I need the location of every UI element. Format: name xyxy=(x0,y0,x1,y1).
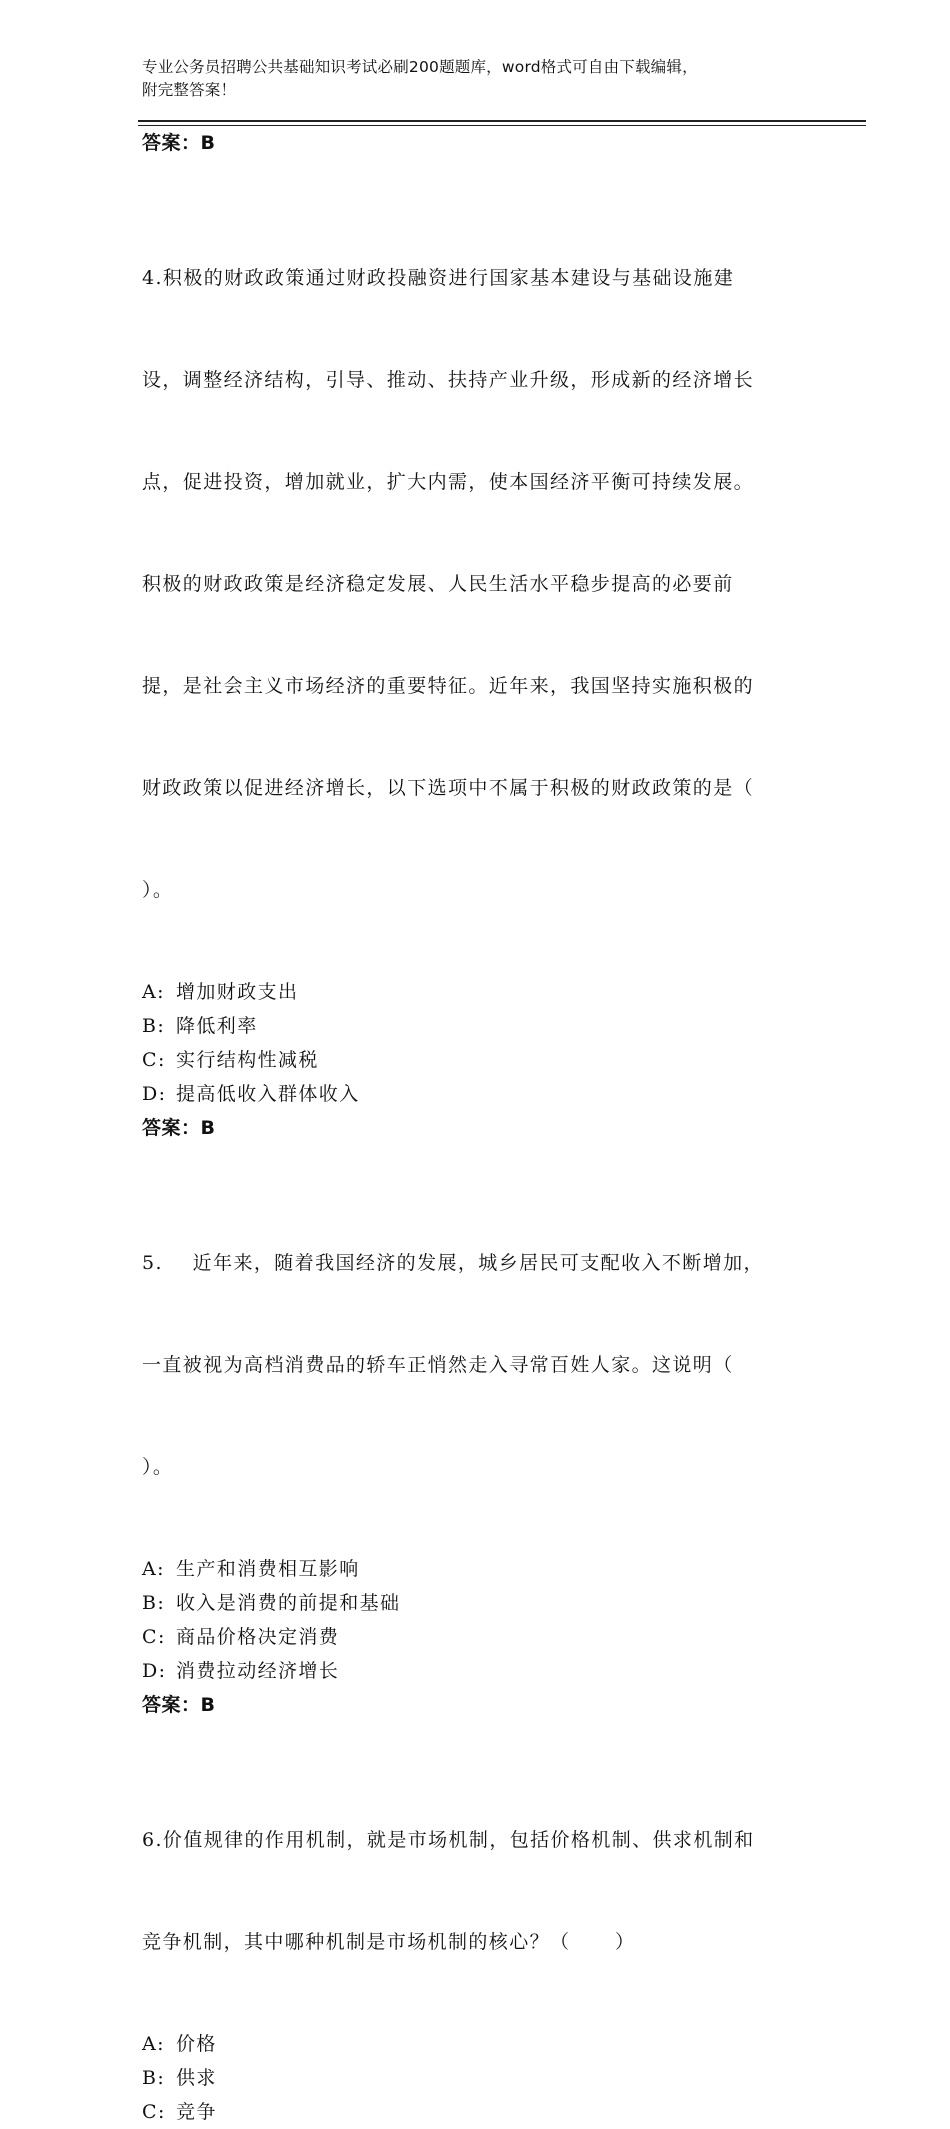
option-text: 提高低收入群体收入 xyxy=(176,1083,360,1105)
option-b xyxy=(142,1586,812,1620)
option-key: C: xyxy=(142,1049,166,1071)
option-c xyxy=(142,1043,812,1077)
header-line-2: 附完整答案！ xyxy=(142,81,237,99)
option-key: A: xyxy=(142,2033,165,2055)
page-header xyxy=(142,56,802,102)
question-6 xyxy=(142,1755,812,2027)
option-text: 商品价格决定消费 xyxy=(176,1626,340,1648)
option-key: C: xyxy=(142,1626,166,1648)
option-a xyxy=(142,975,812,1009)
option-b xyxy=(142,2061,812,2095)
question-text-line: 设，调整经济结构，引导、推动、扶持产业升级，形成新的经济增长 xyxy=(142,369,755,391)
option-key: A: xyxy=(142,1558,165,1580)
option-text: 收入是消费的前提和基础 xyxy=(176,1592,401,1614)
question-text-line: 4.积极的财政政策通过财政投融资进行国家基本建设与基础设施建 xyxy=(142,267,735,289)
question-5 xyxy=(142,1178,812,1552)
option-key: A: xyxy=(142,981,165,1003)
option-key: B: xyxy=(142,1015,166,1037)
option-d xyxy=(142,1654,812,1688)
question-text-line: 积极的财政政策是经济稳定发展、人民生活水平稳步提高的必要前 xyxy=(142,573,734,595)
document-content xyxy=(142,126,812,2129)
question-text-line: 一直被视为高档消费品的轿车正悄然走入寻常百姓人家。这说明（ xyxy=(142,1354,734,1376)
question-text-line: 6.价值规律的作用机制，就是市场机制，包括价格机制、供求机制和 xyxy=(142,1829,755,1851)
option-key: B: xyxy=(142,1592,166,1614)
question-text-line: 竞争机制，其中哪种机制是市场机制的核心？（ ） xyxy=(142,1931,636,1953)
option-c xyxy=(142,1620,812,1654)
option-text: 降低利率 xyxy=(176,1015,258,1037)
question-text-line: 5. 近年来，随着我国经济的发展，城乡居民可支配收入不断增加， xyxy=(142,1252,764,1274)
question-text-line: 财政政策以促进经济增长，以下选项中不属于积极的财政政策的是（ xyxy=(142,777,755,799)
question-text-line: ）。 xyxy=(142,879,174,901)
answer-line: 答案：B xyxy=(142,1694,216,1716)
header-rule-thick xyxy=(138,120,866,122)
option-key: B: xyxy=(142,2067,166,2089)
option-key: D: xyxy=(142,1083,167,1105)
question-4 xyxy=(142,193,812,975)
option-a xyxy=(142,1552,812,1586)
option-a xyxy=(142,2027,812,2061)
answer-line: 答案：B xyxy=(142,1117,216,1139)
header-line-1: 专业公务员招聘公共基础知识考试必刷200题题库，word格式可自由下载编辑， xyxy=(142,58,698,76)
option-key: C: xyxy=(142,2101,166,2123)
option-text: 竞争 xyxy=(176,2101,217,2123)
option-d xyxy=(142,1077,812,1111)
option-text: 消费拉动经济增长 xyxy=(176,1660,340,1682)
question-text-line: 提，是社会主义市场经济的重要特征。近年来，我国坚持实施积极的 xyxy=(142,675,755,697)
option-b xyxy=(142,1009,812,1043)
option-text: 价格 xyxy=(176,2033,217,2055)
question-text-line: 点，促进投资，增加就业，扩大内需，使本国经济平衡可持续发展。 xyxy=(142,471,755,493)
question-text-line: ）。 xyxy=(142,1456,174,1478)
option-key: D: xyxy=(142,1660,167,1682)
option-text: 供求 xyxy=(176,2067,217,2089)
option-text: 生产和消费相互影响 xyxy=(176,1558,360,1580)
option-text: 实行结构性减税 xyxy=(176,1049,319,1071)
option-c xyxy=(142,2095,812,2129)
option-text: 增加财政支出 xyxy=(176,981,299,1003)
answer-line: 答案：B xyxy=(142,132,216,154)
